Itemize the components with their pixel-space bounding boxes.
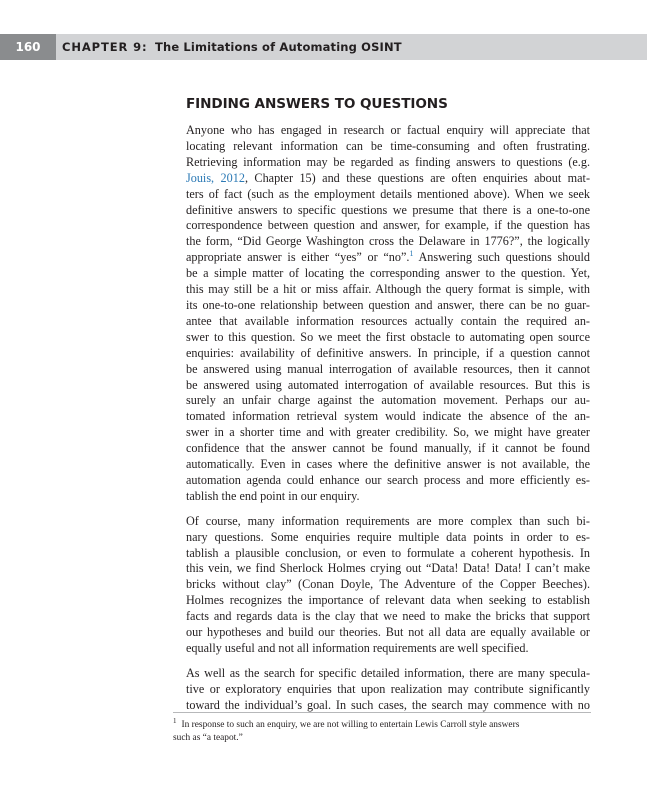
text-fragment: appropriate answer is either “yes” or “no”.: [186, 250, 410, 265]
footnote-text: In response to such an enquiry, we are not willing to entertain Lewis Carroll style answers: [181, 720, 520, 730]
footnote-divider: [173, 712, 591, 713]
footnote-number: 1: [173, 716, 177, 725]
text-line: be answered using manual interrogation of available resources, then it cannot: [186, 361, 590, 376]
text-line: nary questions. Some enquiries require multiple data points in order to es-: [186, 529, 590, 544]
text-line: swer to this question. So we meet the first obstacle to automating open source: [186, 329, 590, 344]
text-line: tablish the end point in our enquiry.: [186, 488, 360, 503]
text-line: Of course, many information requirements are more complex than such bi-: [186, 513, 590, 528]
paragraph-3: [186, 666, 590, 714]
text-line: ters of fact (such as the employment details mentioned above). When we seek: [186, 186, 590, 201]
citation-link-jouis-2012[interactable]: Jouis, 2012: [186, 170, 245, 185]
footnote-line: [173, 716, 591, 732]
footnote: [173, 716, 591, 746]
text-fragment: Answering such questions should: [413, 250, 590, 265]
text-line: this vein, we find Sherlock Holmes crying out “Data! Data! Data! I can’t make: [186, 561, 590, 576]
text-line: tive or exploratory enquiries that upon realization may contribute significantly: [186, 681, 590, 696]
text-line: Retrieving information may be regarded as finding answers to questions (e.g.: [186, 154, 590, 169]
text-fragment: , Chapter 15) and these questions are often enquiries about mat-: [244, 170, 590, 185]
text-line: confidence that the answer cannot be found manually, if it cannot be found: [186, 441, 590, 456]
text-line: the form, “Did George Washington cross the Delaware in 1776?”, the logically: [186, 234, 590, 249]
text-line: definitive answers to specific questions we presume that there is a one-to-one: [186, 202, 590, 217]
text-line: correspondence between question and answer, for example, if the question has: [186, 218, 590, 233]
text-line: locating relevant information can be time-consuming and often frustrating.: [186, 138, 590, 153]
text-line-with-footnote: [186, 250, 590, 266]
text-line: our hypotheses and build our theories. But not all data are equally available or: [186, 625, 590, 640]
footnote-line: such as “a teapot.”: [173, 733, 243, 744]
running-header: [0, 34, 647, 60]
text-line-with-citation: [186, 171, 590, 187]
paragraph-1: [186, 123, 590, 505]
text-line: bricks without clay” (Conan Doyle, The Adventure of the Copper Beeches).: [186, 577, 590, 592]
text-line: swer in a shorter time and with greater credibility. So, we might have greater: [186, 425, 590, 440]
text-line: tomated information retrieval system would indicate the absence of the an-: [186, 409, 590, 424]
footnote-reference-link[interactable]: 1: [409, 249, 414, 259]
text-line: equally useful and not all information requirements are well specified.: [186, 641, 529, 655]
text-line: surely an unfair charge against the automation movement. Perhaps our au-: [186, 393, 590, 408]
text-line: antee that available information resources actually contain the required an-: [186, 313, 590, 328]
text-line: Anyone who has engaged in research or factual enquiry will appreciate that: [186, 123, 590, 137]
text-line: this may still be a hit or miss affair. Although the query format is simple, with: [186, 282, 590, 297]
text-line: As well as the search for specific detailed information, there are many specula-: [186, 665, 590, 680]
text-line: enquiries: availability of definitive answers. In principle, if a question cannot: [186, 345, 590, 360]
text-line: be a simple matter of locating the corresponding answer to the question. Yet,: [186, 266, 590, 281]
text-line: automatically. Even in cases where the definitive answer is not available, the: [186, 457, 590, 472]
chapter-label: CHAPTER 9:: [62, 40, 148, 54]
text-line: its one-to-one relationship between question and answer, there can be no guar-: [186, 297, 590, 312]
text-line: automation agenda could enhance our search process and more efficiently es-: [186, 472, 590, 487]
main-content: [186, 94, 590, 723]
text-line: tablish a plausible conclusion, or even to formulate a coherent hypothesis. In: [186, 545, 590, 560]
chapter-title: The Limitations of Automating OSINT: [155, 40, 402, 54]
text-line: facts and regards data is the clay that we need to make the bricks that support: [186, 609, 590, 624]
paragraph-2: [186, 514, 590, 657]
section-heading: FINDING ANSWERS TO QUESTIONS: [186, 96, 448, 112]
page-number: 160: [0, 34, 56, 60]
text-line: toward the individual’s goal. In such cases, the search may commence with no: [186, 697, 590, 712]
text-line: Holmes recognizes the importance of relevant data when seeking to establish: [186, 593, 590, 608]
text-line: be answered using automated interrogation of available resources. But this is: [186, 377, 590, 392]
